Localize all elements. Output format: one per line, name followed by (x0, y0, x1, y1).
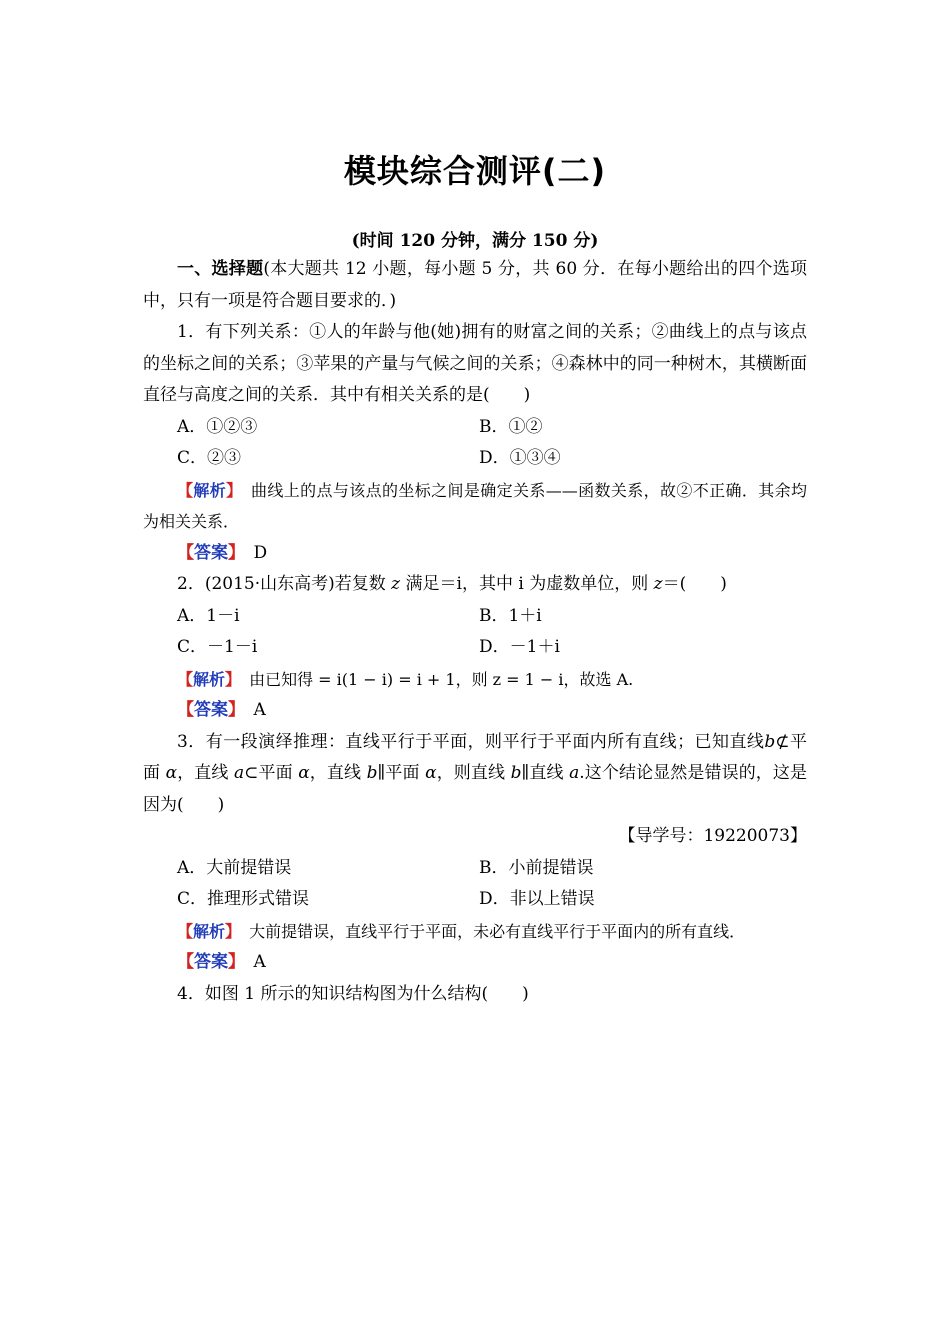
content (143, 254, 807, 1010)
option-b: B．①② (479, 416, 543, 437)
question-1-options-row-2 (143, 443, 807, 475)
question-1-answer (143, 538, 807, 570)
explain-tag: 【解析】 (177, 480, 235, 500)
explanation-text: 大前提错误，直线平行于平面，未必有直线平行于平面内的所有直线． (249, 921, 746, 941)
option-a: A．①②③ (177, 416, 258, 437)
answer-value: D (253, 542, 268, 563)
explanation-text: 由已知得 = i(1 − i) = i + 1，则 z = 1 − i，故选 A. (249, 669, 634, 689)
question-3-explanation (143, 916, 807, 948)
question-1-stem: 1．有下列关系：①人的年龄与他(她)拥有的财富之间的关系；②曲线上的点与该点的坐标之间的关系；③苹果的产量与气候之间的关系；④森林中的同一种树木，其横断面直径与高度之间的关系．其中有相关关系的是( ) (143, 322, 807, 405)
option-d: D．非以上错误 (479, 889, 595, 909)
question-2-options-row-2 (143, 632, 807, 664)
section-intro (143, 254, 807, 317)
explain-tag: 【解析】 (177, 669, 234, 689)
section-heading: 一、选择题 (177, 259, 264, 279)
answer-value: A (253, 700, 266, 720)
question-2-explanation (143, 664, 807, 696)
option-d: D．－1＋i (479, 637, 560, 657)
question-3-answer (143, 947, 807, 979)
answer-tag: 【答案】 (177, 952, 237, 972)
question-4-stem: 4．如图 1 所示的知识结构图为什么结构( ) (177, 983, 529, 1004)
answer-value: A (253, 952, 266, 972)
option-a: A．大前提错误 (177, 857, 292, 878)
question-2-options-row-1 (143, 601, 807, 633)
question-1-options-row-1 (143, 412, 807, 444)
question-3-options-row-2 (143, 884, 807, 916)
option-b: B．1＋i (479, 605, 542, 626)
exam-info: (时间 120 分钟，满分 150 分) (351, 231, 599, 251)
option-c: C．推理形式错误 (177, 889, 310, 909)
option-a: A．1－i (177, 605, 240, 626)
answer-tag: 【答案】 (177, 542, 237, 563)
explain-tag: 【解析】 (177, 921, 234, 941)
guide-number: 【导学号：19220073】 (618, 826, 807, 846)
question-2-answer (143, 695, 807, 727)
question-3-options-row-1 (143, 853, 807, 885)
explanation-text: 曲线上的点与该点的坐标之间是确定关系——函数关系，故②不正确．其余均为相关关系． (143, 480, 807, 531)
question-3-stem: 3．有一段演绎推理：直线平行于平面，则平行于平面内所有直线；已知直线b⊄平面 α，直线 a⊂平面 α，直线 b∥平面 α，则直线 b∥直线 a.这个结论显然是错误的，这是因为( ) (143, 731, 807, 815)
option-c: C．－1－i (177, 637, 258, 657)
option-b: B．小前提错误 (479, 857, 594, 878)
option-c: C．②③ (177, 448, 242, 468)
question-1-explanation (143, 475, 807, 538)
section-instructions: (本大题共 12 小题，每小题 5 分，共 60 分．在每小题给出的四个选项中，只有一项是符合题目要求的．) (143, 259, 808, 311)
option-d: D．①③④ (479, 448, 561, 468)
page-title: 模块综合测评(二) (343, 152, 607, 190)
answer-tag: 【答案】 (177, 700, 237, 720)
question-2-stem: 2．(2015·山东高考)若复数 z 满足＝i，其中 i 为虚数单位，则 z＝( ) (177, 574, 727, 594)
